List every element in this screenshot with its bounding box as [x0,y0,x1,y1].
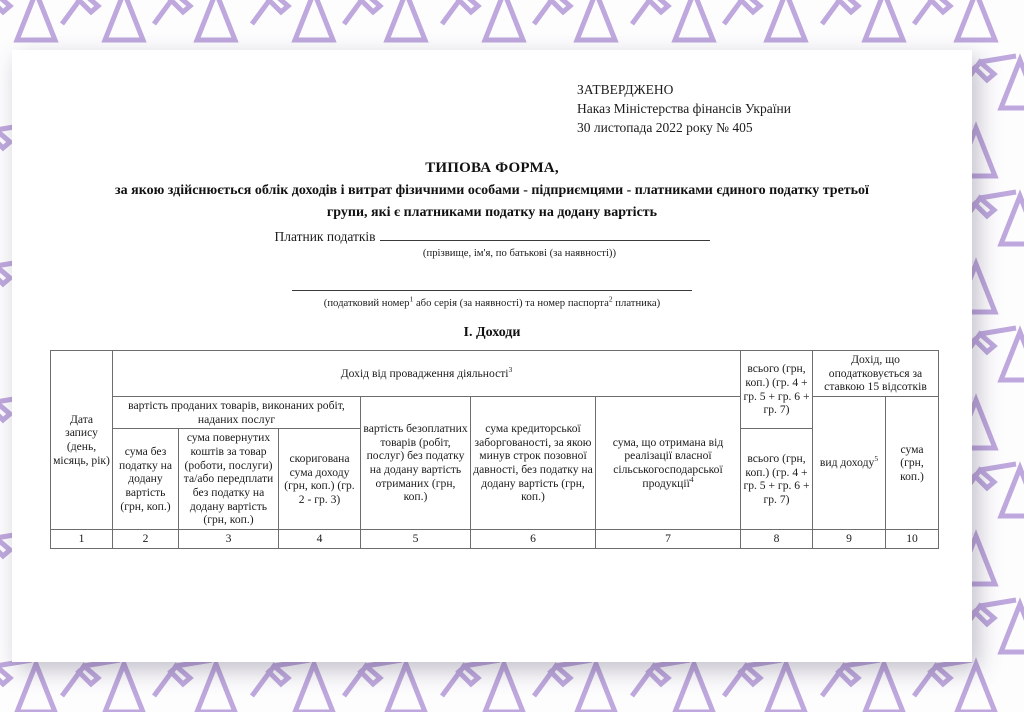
header-cell-date: Дата запису (день, місяць, рік) [51,351,113,530]
taxpayer-id-caption [12,294,972,309]
income-table [50,350,939,549]
column-number-8: 8 [741,530,813,549]
approval-line-3: 30 листопада 2022 року № 405 [577,120,753,136]
taxpayer-id-field [12,278,972,309]
header-cell-taxed-amount: сума (грн, коп.) [886,397,939,530]
watermark-logo-icon [248,0,340,46]
header-cell-agri-products [596,397,741,530]
taxpayer-label: Платник податків [274,229,376,244]
footnote-ref-4: 4 [689,474,694,484]
watermark-logo-icon [0,0,62,46]
watermark-logo-icon [0,656,62,712]
title-subtitle-line-2: групи, які є платниками податку на додану вартість [326,204,658,220]
title-subtitle-line-1: за якою здійснюється облік доходів і витрат фізичними особами - підприємцями - платниками єдиного податку третьої [115,183,869,198]
taxpayer-name-caption: (прізвище, ім'я, по батькові (за наявності)) [422,247,617,259]
table-column-number-row [51,530,939,549]
header-cell-agri-products-label: сума, що отримана від реалізації власної сільськогосподарської продукції [612,435,724,490]
header-group-taxed-15: Дохід, що оподатковується за ставкою 15 відсотків [813,351,939,397]
header-cell-creditor-debt: сума кредиторської заборгованості, за якою минув строк позовної давності, без податку на додану вартість (грн, коп.) [471,397,596,530]
taxpayer-name-field [12,228,972,259]
watermark-logo-icon [818,0,910,46]
title-main: ТИПОВА ФОРМА, [425,160,559,176]
watermark-logo-icon [150,656,242,712]
column-number-1: 1 [51,530,113,549]
footnote-ref-1: 1 [409,294,414,304]
watermark-logo-icon [720,0,812,46]
watermark-logo-icon [818,656,910,712]
taxid-caption-pre: (податковий номер [323,297,410,309]
watermark-logo-icon [720,656,812,712]
taxid-caption-mid: або серія (за наявності) та номер паспорта [413,297,609,309]
column-number-3: 3 [179,530,279,549]
footnote-ref-3: 3 [508,364,513,374]
table-header-row-1 [51,351,939,397]
header-cell-total-nested: всього (грн, коп.) (гр. 4 + гр. 5 + гр. 6 + гр. 7) [741,429,813,530]
header-cell-adjusted-income: скоригована сума доходу (грн, коп.) (гр. 2 - гр. 3) [279,429,361,530]
watermark-logo-icon [530,656,622,712]
approval-block [577,80,791,137]
footnote-ref-5: 5 [874,454,879,464]
watermark-logo-icon [340,0,432,46]
column-number-9: 9 [813,530,886,549]
watermark-logo-icon [910,656,1002,712]
watermark-logo-icon [58,656,150,712]
header-cell-total: всього (грн, коп.) (гр. 4 + гр. 5 + гр. 6 + гр. 7) [741,351,813,429]
title-subtitle [12,180,972,223]
watermark-logo-icon [248,656,340,712]
column-number-7: 7 [596,530,741,549]
document-page [12,50,972,662]
taxpayer-name-input-rule[interactable] [380,228,710,241]
approval-line-2: Наказ Міністерства фінансів України [577,101,791,117]
watermark-logo-icon [628,0,720,46]
taxpayer-id-input-rule[interactable] [292,278,692,291]
watermark-logo-icon [340,656,432,712]
watermark-logo-icon [628,656,720,712]
header-group-income-activity [113,351,741,397]
header-cell-free-goods: вартість безоплатних товарів (робіт, послуг) без податку на додану вартість отриманих (грн, коп.) [361,397,471,530]
section-heading-incomes: I. Доходи [463,325,521,340]
watermark-logo-icon [150,0,242,46]
footnote-ref-2: 2 [608,294,613,304]
column-number-4: 4 [279,530,361,549]
watermark-logo-icon [530,0,622,46]
column-number-2: 2 [113,530,179,549]
column-number-6: 6 [471,530,596,549]
watermark-logo-icon [438,656,530,712]
taxid-caption-post: платника) [612,297,661,309]
header-cell-income-kind-label: вид доходу [819,456,875,470]
approval-line-1: ЗАТВЕРДЖЕНО [577,82,674,97]
watermark-logo-icon [438,0,530,46]
column-number-5: 5 [361,530,471,549]
document-title [12,160,972,223]
header-cell-amount-no-vat: сума без податку на додану вартість (грн, коп.) [113,429,179,530]
header-cell-income-kind [813,397,886,530]
header-group-income-activity-label: Дохід від провадження діяльності [340,366,509,380]
watermark-logo-icon [58,0,150,46]
watermark-logo-icon [910,0,1002,46]
header-cell-returned-funds: сума повернутих коштів за товар (роботи, послуги) та/або передплати без податку на додану вартість (грн, коп.) [179,429,279,530]
column-number-10: 10 [886,530,939,549]
header-subgroup-goods-sold: вартість проданих товарів, виконаних робіт, наданих послуг [113,397,361,429]
